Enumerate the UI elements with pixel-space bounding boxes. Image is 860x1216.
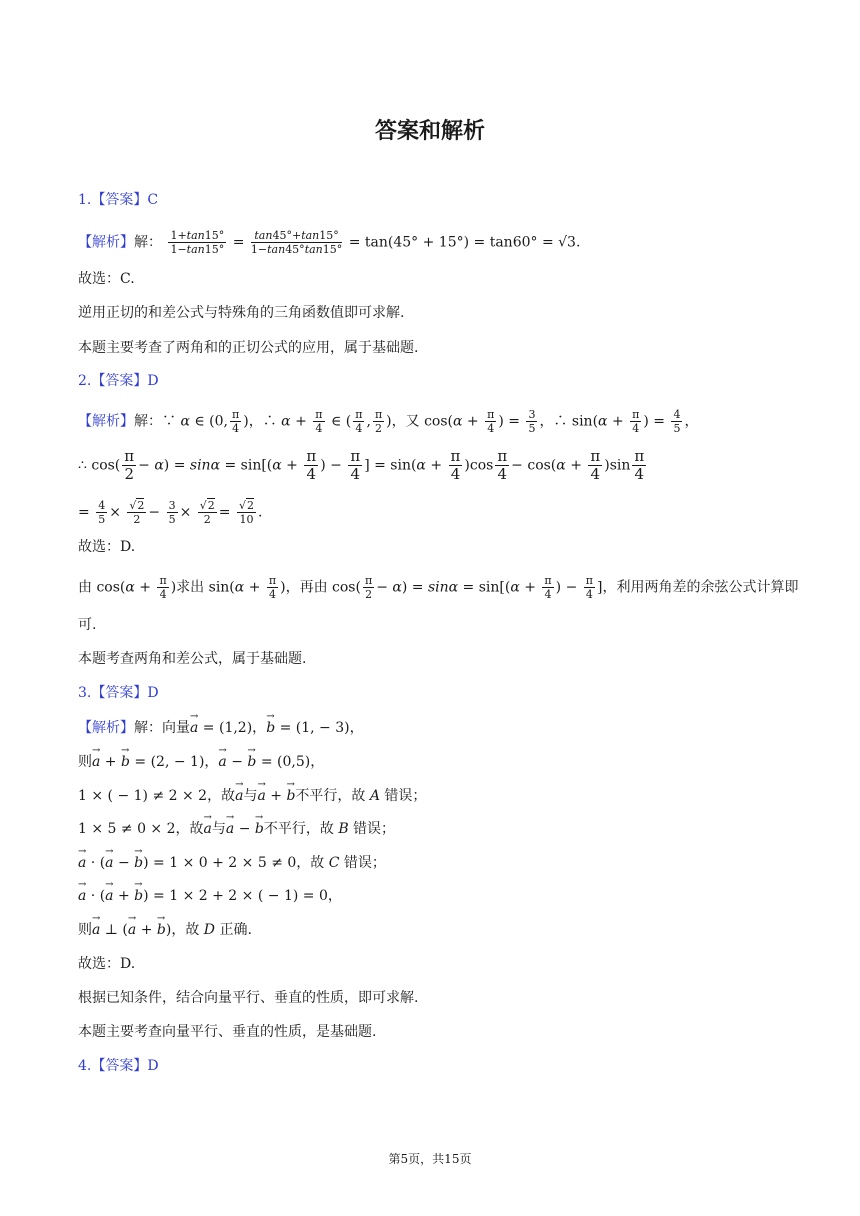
q2-summary: 本题考查两角和差公式，属于基础题. bbox=[78, 651, 307, 667]
q2-derivation-line: ∴ cos( $\frac{\pi}{2}$ − α) = sinα = sin[(α + $\frac{\pi}{4}$ ) − $\frac{\pi}{4}$ ] = sin(α + $\frac{\pi}{4}$ )cos $\frac{\pi}{4}$ − cos(α + $\frac{\pi}{4}$ )sin $\frac{\pi}{4}$ bbox=[78, 447, 645, 483]
q1-fraction-1: $\frac{1+\tan 15^\circ}{1-\tan 15^\circ}$ bbox=[170, 229, 225, 256]
q1-analysis-label: 【解析】 bbox=[78, 234, 134, 251]
q3-answer: 3.【答案】D bbox=[78, 685, 159, 701]
q3-sum-diff-line: 则a → + b → = (2, − 1)，a → − b → = (0,5)， bbox=[78, 752, 324, 772]
q1-analysis-line: 【解析】解： $\frac{1+\tan 15^\circ}{1-\tan 15^\circ}$ = $\frac{\tan 45^\circ+\tan 15^\circ}{1-\tan 45^\circ\tan 15^\circ}$ = tan(45° + 15°) = tan60° = √3. bbox=[78, 229, 581, 256]
q3-summary: 本题主要考查向量平行、垂直的性质，是基础题. bbox=[78, 1024, 377, 1040]
q2-choose: 故选：D. bbox=[78, 539, 136, 555]
q3-method: 根据已知条件，结合向量平行、垂直的性质，即可求解. bbox=[78, 990, 419, 1006]
q1-formula-tail: = tan(45° + 15°) = tan60° = √3. bbox=[348, 234, 581, 251]
q1-summary: 本题主要考查了两角和的正切公式的应用，属于基础题. bbox=[78, 340, 419, 356]
q3-analysis-line: 【解析】解：向量a → = (1,2)，b → = (1, − 3)， bbox=[78, 718, 364, 738]
q2-method-end: 可. bbox=[78, 617, 97, 633]
q2-answer: 2.【答案】D bbox=[78, 373, 159, 389]
q3-option-a-line: 1 × ( − 1) ≠ 2 × 2，故a →与a → + b →不平行，故 A 错误； bbox=[78, 786, 426, 806]
q1-method: 逆用正切的和差公式与特殊角的三角函数值即可求解. bbox=[78, 305, 405, 321]
q3-choose: 故选：D. bbox=[78, 956, 136, 972]
page-title: 答案和解析 bbox=[374, 119, 485, 144]
q3-option-c-line: a → · (a → − b →) = 1 × 0 + 2 × 5 ≠ 0，故 C 错误； bbox=[78, 853, 386, 873]
page-footer: 第5页，共15页 bbox=[388, 1152, 472, 1166]
q2-method-line: 由 cos(α + $\frac{\pi}{4}$ )求出 sin(α + $\frac{\pi}{4}$ )，再由 cos( $\frac{\pi}{2}$ − α) = sinα = sin[(α + $\frac{\pi}{4}$ ) − $\frac{\pi}{4}$ ]，利用两角差的余弦公式计算即 bbox=[78, 574, 799, 601]
q1-choose: 故选：C. bbox=[78, 271, 135, 287]
q1-answer: 1.【答案】C bbox=[78, 192, 159, 208]
q1-fraction-2: $\frac{\tan 45^\circ+\tan 15^\circ}{1-\tan 45^\circ\tan 15^\circ}$ bbox=[250, 229, 343, 256]
q1-analysis-lead: 解： bbox=[134, 234, 162, 251]
q3-dot-line: a → · (a → + b →) = 1 × 2 + 2 × ( − 1) = 0， bbox=[78, 886, 342, 906]
q2-result-line: = $\frac{4}{5}$ × $\frac{√2}{2}$ − $\frac{3}{5}$ × $\frac{√2}{2}$ = $\frac{√2}{10}$ . bbox=[78, 499, 263, 526]
q3-option-b-line: 1 × 5 ≠ 0 × 2，故a →与a → − b →不平行，故 B 错误； bbox=[78, 819, 395, 839]
q3-option-d-line: 则a → ⊥ (a → + b →)，故 D 正确. bbox=[78, 920, 252, 940]
q2-analysis-label: 【解析】 bbox=[78, 413, 134, 430]
q2-analysis-line: 【解析】解：∵ α ∈ (0, $\frac{\pi}{4}$ )，∴ α + $\frac{\pi}{4}$ ∈ ( $\frac{\pi}{4}$ , $\frac{\pi}{2}$ )，又 cos(α + $\frac{\pi}{4}$ ) = $\frac{3}{5}$ ，∴ sin(α + $\frac{\pi}{4}$ ) = $\frac{4}{5}$ ， bbox=[78, 408, 699, 435]
q4-answer: 4.【答案】D bbox=[78, 1058, 159, 1074]
q3-analysis-label: 【解析】 bbox=[78, 720, 134, 736]
